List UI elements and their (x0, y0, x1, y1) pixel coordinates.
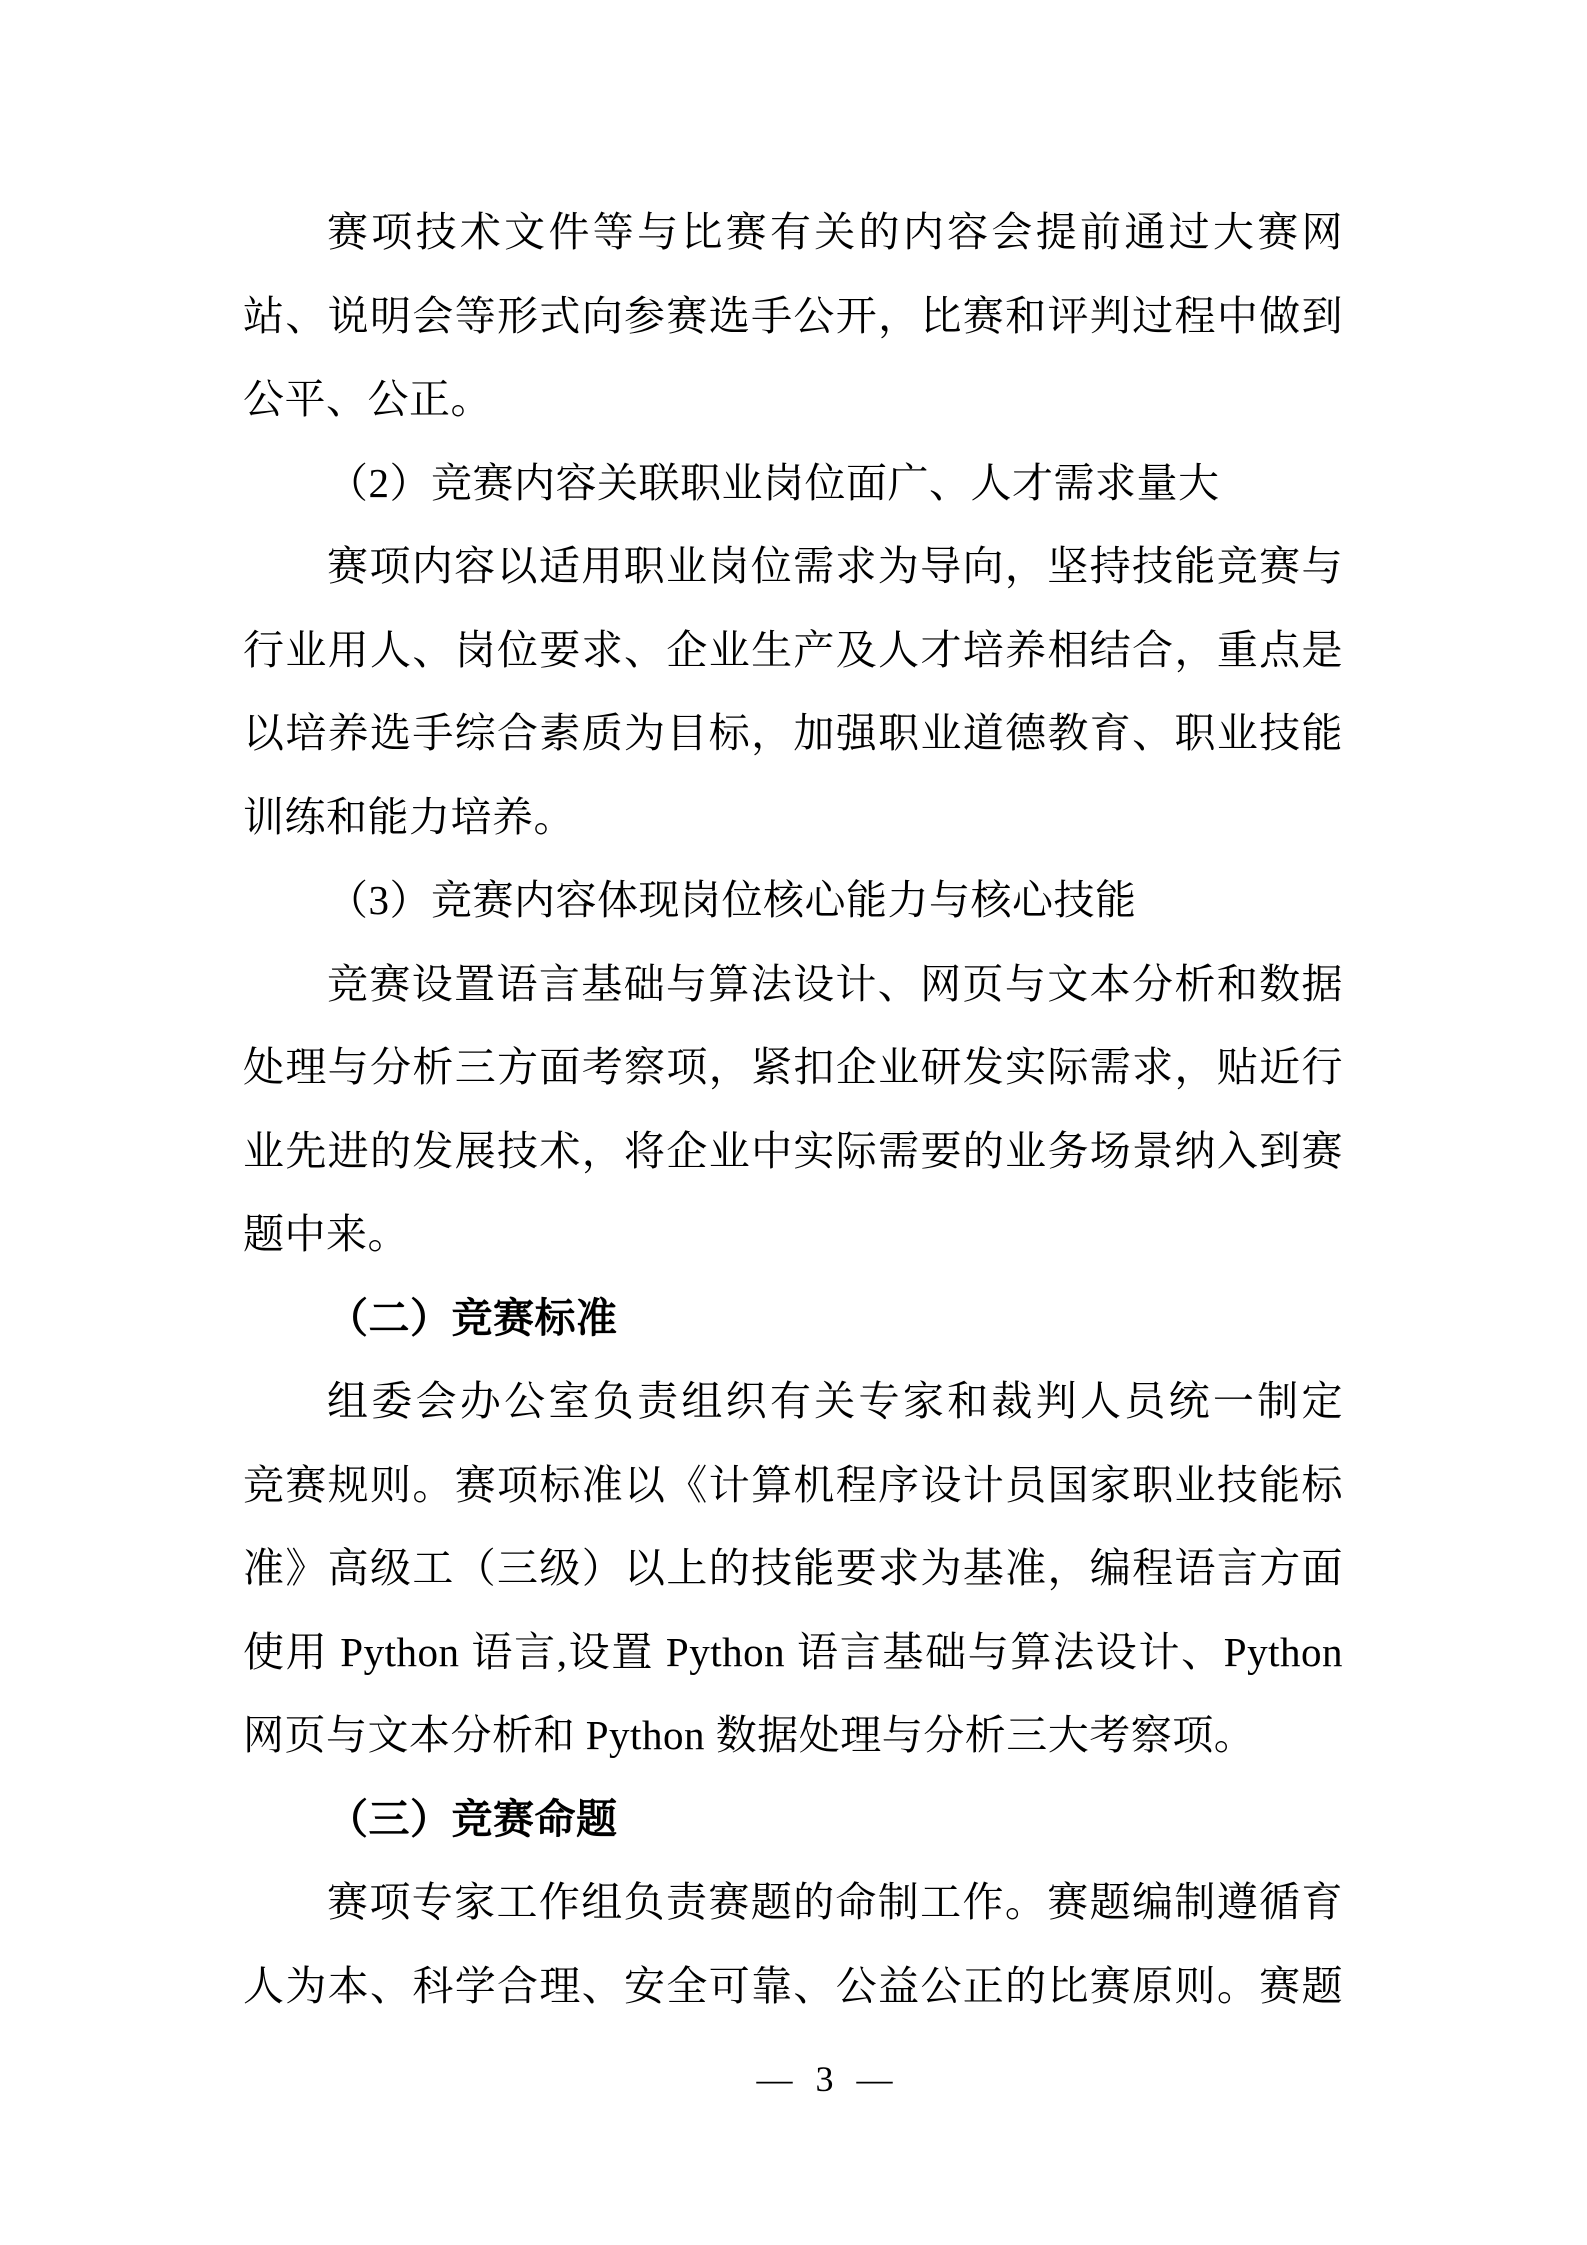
text-line: 处理与分析三方面考察项，紧扣企业研发实际需求，贴近行 (243, 1044, 1343, 1090)
text-line: （3）竞赛内容体现岗位核心能力与核心技能 (327, 877, 1137, 923)
text-line: 赛项内容以适用职业岗位需求为导向，坚持技能竞赛与 (327, 543, 1343, 589)
text-line: 训练和能力培养。 (243, 793, 575, 840)
text-line: 以培养选手综合素质为目标，加强职业道德教育、职业技能 (243, 710, 1343, 756)
text-line: 竞赛规则。赛项标准以《计算机程序设计员国家职业技能标 (243, 1461, 1343, 1508)
text-line: 公平、公正。 (243, 376, 492, 422)
text-line: 网页与文本分析和 Python 数据处理与分析三大考察项。 (243, 1712, 1256, 1758)
section-heading: （二）竞赛标准 (327, 1294, 618, 1341)
text-line: 题中来。 (243, 1211, 409, 1257)
text-line: 组委会办公室负责组织有关专家和裁判人员统一制定 (327, 1378, 1343, 1424)
text-line: （2）竞赛内容关联职业岗位面广、人才需求量大 (327, 459, 1220, 506)
text-line: 人为本、科学合理、安全可靠、公益公正的比赛原则。赛题 (243, 1962, 1343, 2009)
text-line: 竞赛设置语言基础与算法设计、网页与文本分析和数据 (327, 960, 1343, 1007)
page-footer (0, 2056, 1587, 2102)
text-line: 准》高级工（三级）以上的技能要求为基准，编程语言方面 (243, 1545, 1343, 1591)
text-line: 行业用人、岗位要求、企业生产及人才培养相结合，重点是 (243, 626, 1343, 673)
page-number: — 3 — (756, 2059, 893, 2099)
text-line: 赛项技术文件等与比赛有关的内容会提前通过大赛网 (327, 209, 1343, 255)
document-body (243, 191, 1343, 2028)
section-heading: （三）竞赛命题 (327, 1795, 618, 1842)
text-line: 业先进的发展技术，将企业中实际需要的业务场景纳入到赛 (243, 1127, 1343, 1174)
text-line: 站、说明会等形式向参赛选手公开，比赛和评判过程中做到 (243, 292, 1343, 339)
text-line: 使用 Python 语言,设置 Python 语言基础与算法设计、Python (243, 1628, 1343, 1675)
text-line: 赛项专家工作组负责赛题的命制工作。赛题编制遵循育 (327, 1879, 1343, 1925)
